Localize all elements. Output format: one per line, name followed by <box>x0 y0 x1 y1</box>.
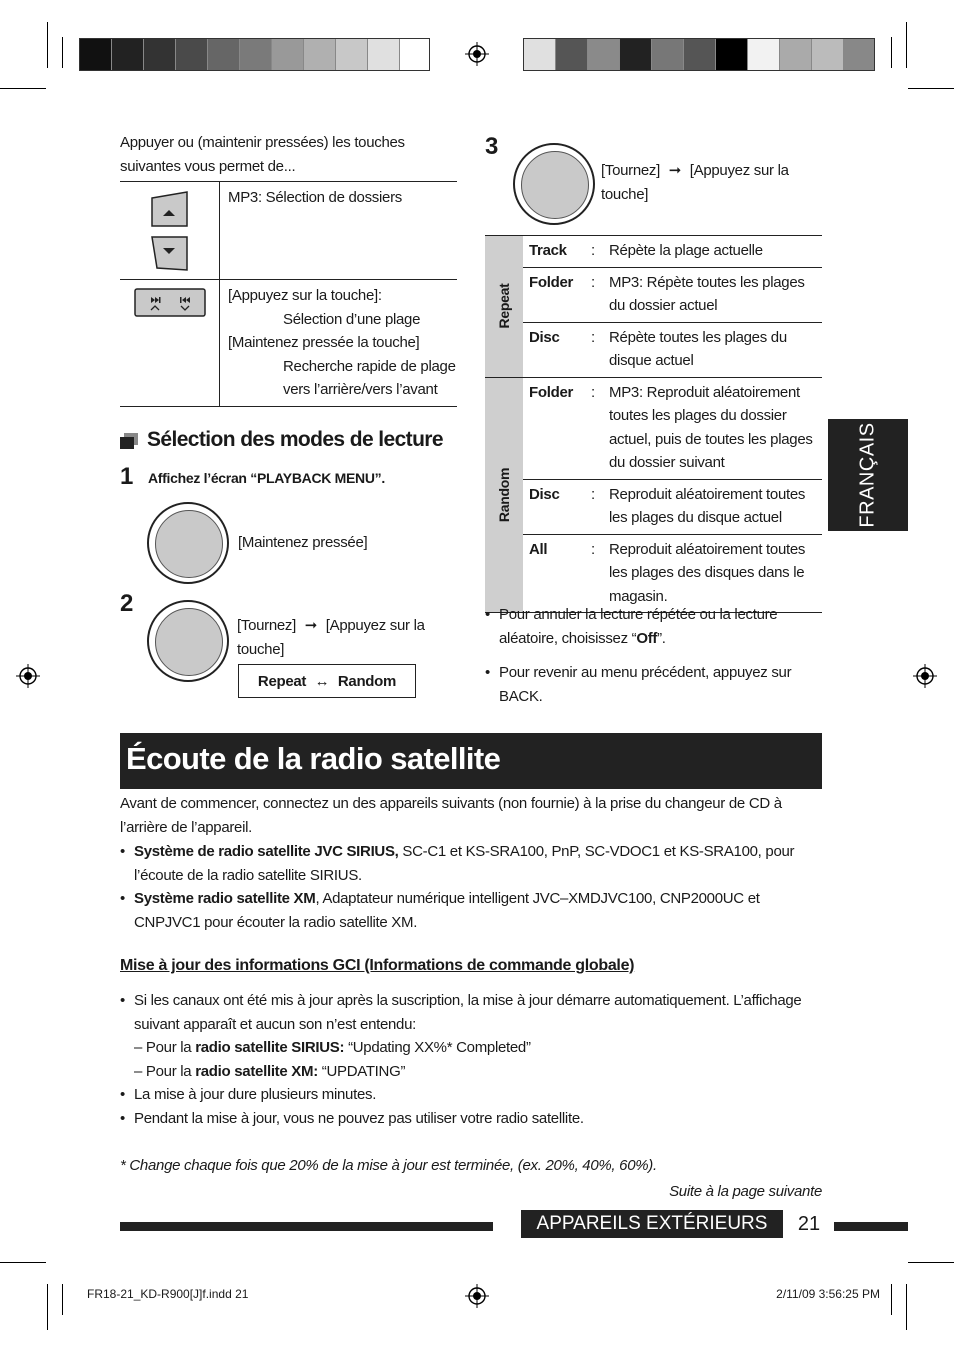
d1-bold: radio satellite SIRIUS: <box>195 1039 345 1056</box>
footer-section-label: APPAREILS EXTÉRIEURS <box>521 1210 783 1238</box>
crop-mark <box>891 1284 892 1315</box>
gci-bullet1: Si les canaux ont été mis à jour après la suscription, la mise à jour démarre automatiquement. L’affichage suivant apparaît et aucun son n’est entendu: <box>134 992 802 1033</box>
continued-note: Suite à la page suivante <box>669 1183 822 1200</box>
registration-mark-icon <box>465 1284 489 1308</box>
language-tab <box>828 419 908 531</box>
page-number: 21 <box>797 1213 821 1235</box>
step-number: 1 <box>120 463 134 490</box>
crop-mark <box>906 1284 907 1330</box>
crop-mark <box>47 1284 48 1330</box>
mode-key: Disc <box>529 328 560 346</box>
d2-msg: “UPDATING” <box>317 1062 406 1080</box>
list-item: • La mise à jour dure plusieurs minutes. <box>120 1083 822 1107</box>
colon: : <box>591 485 595 503</box>
colon: : <box>591 540 595 558</box>
page-title: Écoute de la radio satellite <box>120 733 822 789</box>
footnote: * Change chaque fois que 20% de la mise à jour est terminée, (ex. 20%, 40%, 60%). <box>120 1157 657 1174</box>
arrow-right-icon: ➞ <box>668 162 682 179</box>
mode-description: Répète la plage actuelle <box>609 242 763 259</box>
mode-key: All <box>529 540 548 558</box>
mode-key: Track <box>529 242 567 259</box>
mode-description: MP3: Répète toutes les plages du dossier actuel <box>609 273 805 314</box>
list-item: • Pendant la mise à jour, vous ne pouvez pas utiliser votre radio satellite. <box>120 1107 822 1131</box>
table-row <box>523 479 822 534</box>
repeat-group <box>485 235 822 377</box>
system-list <box>120 840 822 934</box>
row2-line4: Recherche rapide de plage vers l’arrière/vers l’avant <box>283 357 456 398</box>
folder-keys-cell <box>120 182 220 279</box>
row2-line2: Sélection d’une plage <box>283 310 421 328</box>
repeat-side-label <box>485 236 523 377</box>
colon: : <box>591 242 595 259</box>
list-item <box>120 840 822 887</box>
list-item <box>120 887 822 934</box>
table-row <box>523 534 822 613</box>
mode-description: MP3: Reproduit aléatoirement toutes les plages du dossier actuel, puis de toutes les plages du dossier suivant <box>609 383 813 471</box>
crop-mark <box>0 1262 46 1263</box>
list-item: • Pour revenir au menu précédent, appuyez sur BACK. <box>485 661 825 708</box>
mode-key: Disc <box>529 485 560 503</box>
crop-mark <box>908 88 954 89</box>
control-knob <box>147 502 229 584</box>
crop-mark <box>47 22 48 68</box>
press-label: [Appuyez sur la touche] <box>601 162 789 203</box>
list-item <box>120 989 822 1083</box>
turn-label: [Tournez] <box>237 617 296 634</box>
sirius-system-text: SC-C1 et KS-SRA100, PnP, SC-VDOC1 et KS-SRA100, pour l’écoute de la radio satellite SIRIUS. <box>134 843 795 884</box>
random-side-label <box>485 378 523 613</box>
table-row <box>120 280 457 407</box>
mode-key: Folder <box>529 273 574 291</box>
table-row <box>523 236 822 267</box>
color-bar-right <box>523 38 875 71</box>
registration-mark-icon <box>465 42 489 66</box>
xm-system-text: , Adaptateur numérique intelligent JVC–XMDJVC100, CNP2000UC et CNPJVC1 pour écouter la radio satellite XM. <box>134 890 760 931</box>
gci-list <box>120 989 822 1130</box>
playback-mode-table <box>485 235 822 613</box>
table-row <box>523 378 822 479</box>
repeat-label: Repeat <box>496 283 512 329</box>
note1-off: Off <box>636 629 658 647</box>
skip-keys-icon <box>134 288 206 318</box>
crop-mark <box>906 22 907 68</box>
repeat-rows <box>523 236 822 377</box>
arrow-right-icon: ➞ <box>304 617 318 634</box>
repeat-random-box <box>238 664 416 698</box>
note1-text: Pour annuler la lecture répétée ou la lecture aléatoire, choisissez “ <box>499 606 778 647</box>
random-rows <box>523 378 822 613</box>
mode-description: Reproduit aléatoirement toutes les plages du disque actuel <box>609 485 806 526</box>
language-tab-label: FRANÇAIS <box>856 422 879 528</box>
crop-mark <box>0 88 46 89</box>
double-arrow-icon: ↔ <box>314 673 330 690</box>
track-keys-cell <box>120 280 220 406</box>
turn-label: [Tournez] <box>601 162 660 179</box>
xm-update-line <box>134 1060 822 1084</box>
step-number: 3 <box>485 133 499 160</box>
crop-mark <box>62 37 63 68</box>
step-number: 2 <box>120 590 134 617</box>
sirius-system-label: Système de radio satellite JVC SIRIUS, <box>134 843 399 860</box>
registration-mark-icon <box>16 664 40 688</box>
table-row <box>523 322 822 377</box>
d1-msg: “Updating XX%* Completed” <box>344 1039 531 1056</box>
registration-mark-icon <box>913 664 937 688</box>
section-square-icon <box>120 433 138 449</box>
step1-knob-label: [Maintenez pressée] <box>238 534 368 551</box>
press-label: [Appuyez sur la touche] <box>237 617 425 658</box>
control-knob <box>513 143 595 225</box>
control-knob <box>147 600 229 682</box>
table-row <box>523 267 822 322</box>
slug-date: 2/11/09 3:56:25 PM <box>776 1287 880 1301</box>
colon: : <box>591 273 595 291</box>
track-keys-description <box>220 280 457 406</box>
intro-text: Appuyer ou (maintenir pressées) les touches suivantes vous permet de... <box>120 134 405 175</box>
slug-file: FR18-21_KD-R900[J]f.indd 21 <box>87 1287 249 1301</box>
xm-system-label: Système radio satellite XM <box>134 890 316 907</box>
footer-rule-right <box>834 1222 908 1231</box>
d2-prefix: – Pour la <box>134 1062 196 1080</box>
row2-line3: [Maintenez pressée la touche] <box>228 334 420 351</box>
color-bar-left <box>79 38 430 71</box>
step2-knob-label <box>237 614 437 661</box>
mode-key: Folder <box>529 383 574 401</box>
repeat-label: Repeat <box>257 673 307 690</box>
gci-heading: Mise à jour des informations GCI (Informations de commande globale) <box>120 957 635 974</box>
key-function-table <box>120 181 457 407</box>
row2-line1: [Appuyez sur la touche]: <box>228 287 382 304</box>
random-label: Random <box>337 673 397 690</box>
sirius-update-line <box>134 1036 822 1060</box>
crop-mark <box>891 37 892 68</box>
table-row <box>120 182 457 280</box>
footer-rule-left <box>120 1222 493 1231</box>
mode-description: Répète toutes les plages du disque actuel <box>609 328 787 369</box>
crop-mark <box>62 1284 63 1315</box>
crop-mark <box>908 1262 954 1263</box>
d1-prefix: – Pour la <box>134 1039 196 1056</box>
satellite-intro: Avant de commencer, connectez un des appareils suivants (non fournie) à la prise du changeur de CD à l’arrière de l’appareil. <box>120 795 782 836</box>
random-label: Random <box>496 467 512 522</box>
colon: : <box>591 383 595 401</box>
list-item <box>485 603 825 650</box>
random-group <box>485 377 822 614</box>
step1-text: Affichez l’écran “PLAYBACK MENU”. <box>148 470 385 486</box>
step3-knob-label <box>601 159 801 206</box>
d2-bold: radio satellite XM: <box>195 1062 318 1080</box>
colon: : <box>591 328 595 346</box>
note1-end: ”. <box>657 629 666 647</box>
up-down-keys-icon <box>149 190 191 272</box>
notes-list <box>485 603 825 708</box>
section-heading: Sélection des modes de lecture <box>147 428 443 451</box>
folder-keys-description: MP3: Sélection de dossiers <box>228 189 402 206</box>
mode-description: Reproduit aléatoirement toutes les plages des disques dans le magasin. <box>609 540 806 605</box>
